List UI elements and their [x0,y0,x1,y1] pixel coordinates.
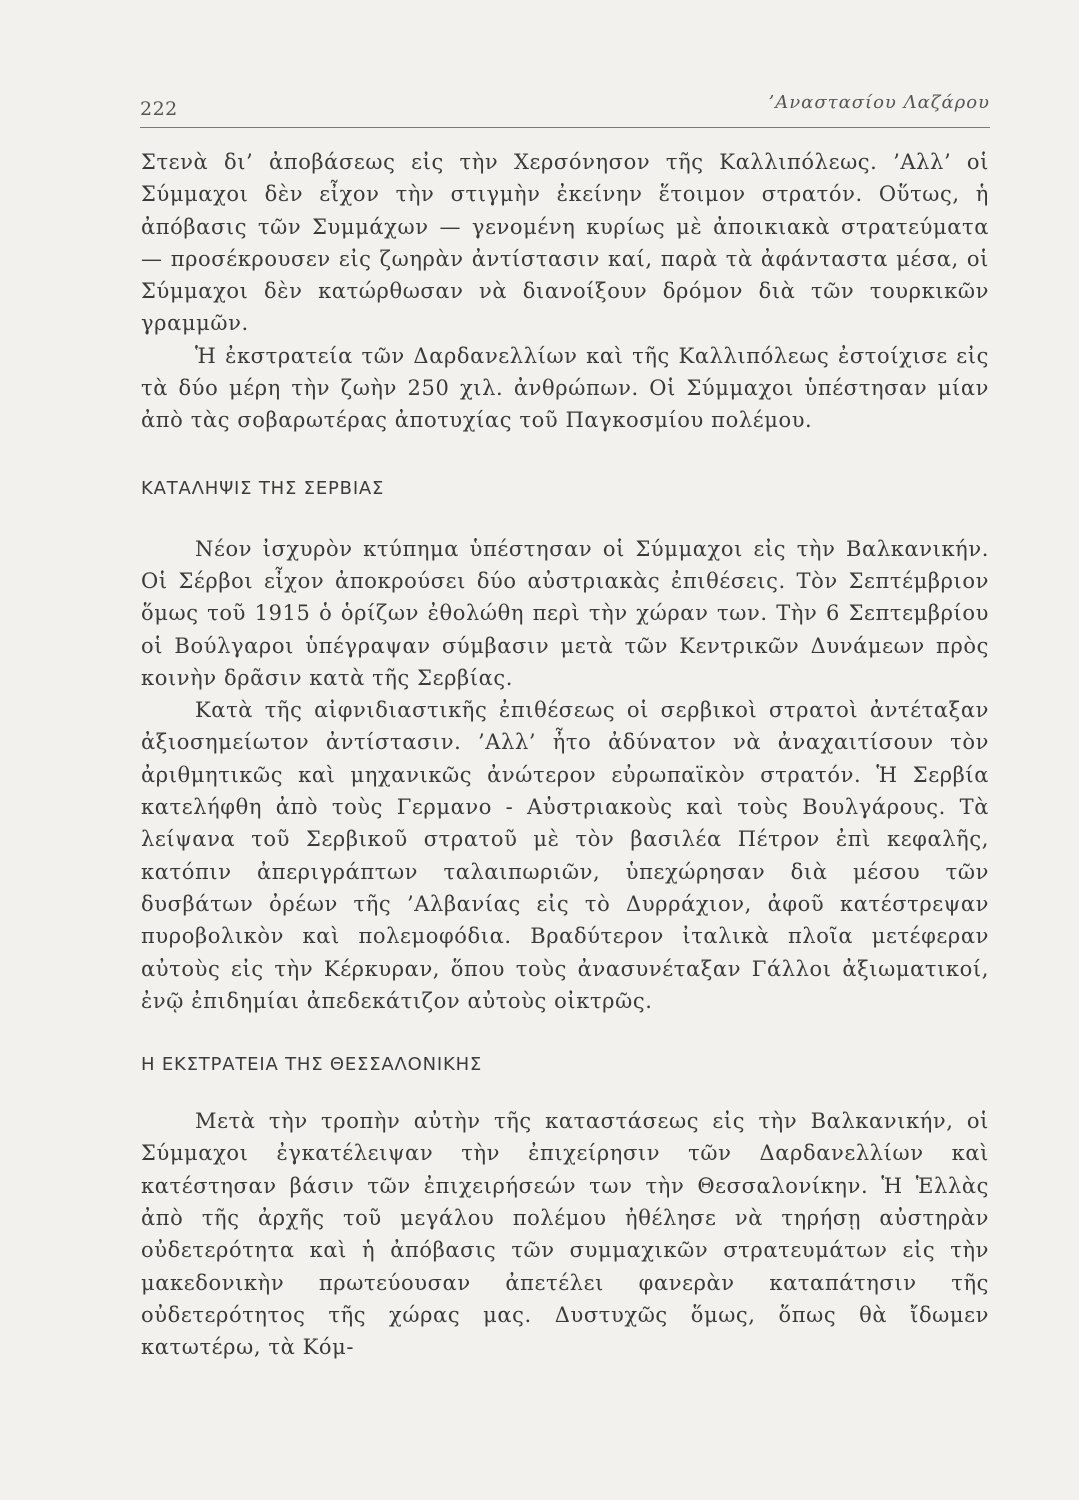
running-head-author: ’Αναστασίου Λαζάρου [768,92,990,113]
header-rule [140,127,990,128]
running-head [140,82,990,122]
paragraph: Κατὰ τῆς αἰφνιδιαστικῆς ἐπιθέσεως οἱ σερβικοὶ στρατοὶ ἀντέταξαν ἀξιοσημείωτον ἀντίστασιν. ’Αλλ’ ἦτο ἀδύνατον νὰ ἀναχαιτίσουν τὸν ἀριθμητικῶς καὶ μηχανικῶς ἀνώτερον εὐρωπαϊκὸν στρατόν. Ἡ Σερβία κατελήφθη ἀπὸ τοὺς Γερμανο - Αὐστριακοὺς καὶ τοὺς Βουλγάρους. Τὰ λείψανα τοῦ Σερβικοῦ στρατοῦ μὲ τὸν βασιλέα Πέτρον ἐπὶ κεφαλῆς, κατόπιν ἀπεριγράπτων ταλαιπωριῶν, ὑπεχώρησαν διὰ μέσου τῶν δυσβάτων ὀρέων τῆς ’Αλβανίας εἰς τὸ Δυρράχιον, ἀφοῦ κατέστρεψαν πυροβολικὸν καὶ πολεμοφόδια. Βραδύτερον ἰταλικὰ πλοῖα μετέφεραν αὐτοὺς εἰς τὴν Κέρκυραν, ὅπου τοὺς ἀνασυνέταξαν Γάλλοι ἀξιωματικοί, ἐνῷ ἐπιδημίαι ἀπεδεκάτιζον αὐτοὺς οἰκτρῶς. [141,698,989,1013]
body-text [141,146,989,1364]
section-heading-serbia: ΚΑΤΑΛΗΨΙΣ ΤΗΣ ΣΕΡΒΙΑΣ [141,477,385,499]
paragraph: Στενὰ δι’ ἀποβάσεως εἰς τὴν Χερσόνησον τῆς Καλλιπόλεως. ’Αλλ’ οἱ Σύμμαχοι δὲν εἶχον τὴν στιγμὴν ἐκείνην ἕτοιμον στρατόν. Οὕτως, ἡ ἀπόβασις τῶν Συμμάχων — γενομένη κυρίως μὲ ἀποικιακὰ στρατεύματα — προσέκρουσεν εἰς ζωηρὰν ἀντίστασιν καί, παρὰ τὰ ἀφάνταστα μέσα, οἱ Σύμμαχοι δὲν κατώρθωσαν νὰ διανοίξουν δρόμον διὰ τῶν τουρκικῶν γραμμῶν. [141,150,989,336]
page-number: 222 [140,98,178,120]
paragraph: Νέον ἰσχυρὸν κτύπημα ὑπέστησαν οἱ Σύμμαχοι εἰς τὴν Βαλκανικήν. Οἱ Σέρβοι εἶχον ἀποκρούσει δύο αὐστριακὰς ἐπιθέσεις. Τὸν Σεπτέμβριον ὅμως τοῦ 1915 ὁ ὁρίζων ἐθολώθη περὶ τὴν χώραν των. Τὴν 6 Σεπτεμβρίου οἱ Βούλγαροι ὑπέγραψαν σύμβασιν μετὰ τῶν Κεντρικῶν Δυνάμεων πρὸς κοινὴν δρᾶσιν κατὰ τῆς Σερβίας. [141,536,989,690]
section-heading-thessaloniki: Η ΕΚΣΤΡΑΤΕΙΑ ΤΗΣ ΘΕΣΣΑΛΟΝΙΚΗΣ [141,1054,483,1076]
paragraph: Μετὰ τὴν τροπὴν αὐτὴν τῆς καταστάσεως εἰς τὴν Βαλκανικήν, οἱ Σύμμαχοι ἐγκατέλειψαν τὴν ἐπιχείρησιν τῶν Δαρδανελλίων καὶ κατέστησαν βάσιν τῶν ἐπιχειρήσεών των τὴν Θεσσαλονίκην. Ἡ Ἑλλὰς ἀπὸ τῆς ἀρχῆς τοῦ μεγάλου πολέμου ἠθέλησε νὰ τηρήσῃ αὐστηρὰν οὐδετερότητα καὶ ἡ ἀπόβασις τῶν συμμαχικῶν στρατευμάτων εἰς τὴν μακεδονικὴν πρωτεύουσαν ἀπετέλει φανερὰν καταπάτησιν τῆς οὐδετερότητος τῆς χώρας μας. Δυστυχῶς ὅμως, ὅπως θὰ ἴδωμεν κατωτέρω, τὰ Κόμ- [141,1109,989,1360]
paragraph: Ἡ ἐκστρατεία τῶν Δαρδανελλίων καὶ τῆς Καλλιπόλεως ἐστοίχισε εἰς τὰ δύο μέρη τὴν ζωὴν 250 χιλ. ἀνθρώπων. Οἱ Σύμμαχοι ὑπέστησαν μίαν ἀπὸ τὰς σοβαρωτέρας ἀποτυχίας τοῦ Παγκοσμίου πολέμου. [141,343,989,433]
